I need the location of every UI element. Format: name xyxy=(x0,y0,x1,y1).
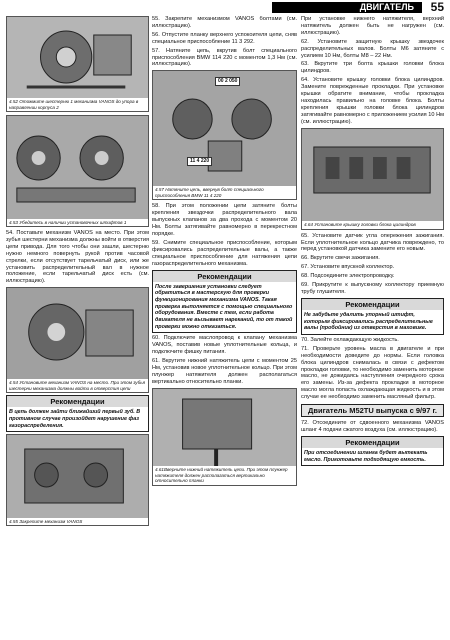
tool-label-top: 00 2 050 xyxy=(215,77,240,86)
paragraph-55: 55. Закрепите механизмом VANOS болтами (см. иллюстрацию). xyxy=(152,16,297,29)
paragraph-67: 67. Установите впускной коллектор. xyxy=(301,264,395,271)
paragraph-71: 71. Проверьте уровень масла в двигателе и при необходимости доведите до нормы. Если головка блока цилиндров снималась в связи с дефектом прокладки головки, то необходимо заменить моторное масло, не дожидаясь наступления очередного срока его замены. Из-за дефекта прокладки в моторное масло могла попасть охлаждающая жидкость и в этом случае ее необходимо заменить масляный фильтр. xyxy=(301,345,444,401)
column-right xyxy=(301,16,444,636)
figure-4-52 xyxy=(6,16,149,112)
paragraph-54: 54. Поставьте механизм VANOS на место. При этом зубья шестерни механизма должны войти в отверстия цепи привода. Для того чтобы они зашли, шестерню нужно немного повернуть рукой против часовой стрелки, если отсутствует тарельчатый диск, или же установить распределительный вал в нужное положение, если тарельчатый диск есть (см. иллюстрацию). xyxy=(6,230,149,285)
figure-4-53 xyxy=(6,115,149,227)
paragraph-72: 72. Отсоедините от сдвоенного механизма VANOS шланг 4 подачи сжатого воздуха (см. иллюстрацию). xyxy=(301,420,444,434)
figure-4-64 xyxy=(301,128,444,230)
recommendation-text: После завершения установки следует обратиться в мастерскую для проверки функционирования механизма VANOS. Такая проверка выполняется с помощью специального оборудования. Вместе с тем, если работа двигателя не вызывает нареканий, то от такой проверки можно отказаться. xyxy=(155,283,293,330)
recommendation-box xyxy=(6,395,149,432)
recommendation-box xyxy=(301,436,444,466)
paragraph-59: 59. Снимите специальное приспособление, которым фиксировались распределительные валы, а также специальное приспособление для натяжения цепи газораспределительного механизма. xyxy=(152,239,297,267)
recommendation-text: При отсоединении шланга будет вытекать масло. Приготовьте подходящую емкость. xyxy=(304,449,428,463)
engine-section-heading xyxy=(301,404,444,417)
paragraph-58: 58. При этом положении цепи затяните болты крепления звездочки распределительного вала выпускных клапанов за два прохода с моментом 20 Нм. Болты затягивайте равномерно в перекрестном порядке. xyxy=(152,203,297,237)
paragraph-64: 64. Установите крышку головки блока цилиндров. Замените поврежденные прокладки. При установке крышки обратите внимание, чтобы прокладка находилась правильно на головке блока. Болты крепления крышки головки блока цилиндров затягивайте равномерно с приложением усилия 10 Нм (см. иллюстрацию). xyxy=(301,77,444,125)
vanos-gear-illustration xyxy=(7,17,148,111)
tool-label-bottom: 11 4 220 xyxy=(187,157,212,166)
recommendation-title: Рекомендации xyxy=(302,299,443,310)
head-cover-illustration xyxy=(302,129,443,229)
recommendation-title: Рекомендации xyxy=(302,437,443,448)
section-title: ДВИГАТЕЛЬ xyxy=(359,2,414,12)
page-header xyxy=(0,0,450,16)
figure-4-61 xyxy=(152,388,297,486)
page-number: 55 xyxy=(430,0,444,14)
recommendation-title: Рекомендации xyxy=(153,271,296,282)
vanos-install-illustration xyxy=(7,288,148,392)
figure-caption: 4.53 Убедитесь в наличии установочных штифтов 1 xyxy=(7,219,148,227)
figure-caption: 4.55 Закрепите механизм VANOS xyxy=(7,518,148,526)
paragraph-57: 57. Натяните цепь, вкрутив болт специального приспособления BMW 114 220 с моментом 1,3 Нм (см. иллюстрацию). xyxy=(152,47,297,68)
column-middle xyxy=(152,16,297,636)
recommendation-text: В цепь должен зайти ближайший первый зуб. В противном случае произойдет нарушение фаз газораспределения. xyxy=(9,409,141,429)
paragraph-60: 60. Подключите маслопровод к клапану механизма VANOS, поставив новые уплотнительные кольца, и подключите фишку питания. xyxy=(152,335,297,356)
recommendation-box xyxy=(301,298,444,335)
paragraph-56: 56. Отпустите планку верхнего успокоителя цепи, сняв специальное приспособление 11 3 292. xyxy=(152,31,297,45)
figure-4-54 xyxy=(6,287,149,393)
chain-tension-tool-illustration xyxy=(153,71,296,199)
paragraph-61: 61. Вкрутите нижний натяжитель цепи с моментом 25 Нм, установив новое уплотнительное кольцо. При этом плунжер натяжителя должен располагаться вертикально относительно планки. xyxy=(152,358,297,385)
paragraph-63: 63. Вкрутите три болта крышки головки блока цилиндров. xyxy=(301,61,444,75)
vanos-bolts-illustration xyxy=(7,435,148,525)
paragraph-68: 68. Подсоедините электропроводку. xyxy=(301,273,395,280)
figure-4-57 xyxy=(152,70,297,200)
figure-caption: 4.64 Установите крышку головки блока цилиндров xyxy=(302,221,443,229)
paragraph-69: 69. Прикрутите к выпускному коллектору приемную трубу глушителя. xyxy=(301,282,444,295)
recommendation-title: Рекомендации xyxy=(7,396,148,407)
engine-head-illustration xyxy=(7,116,148,226)
column-left xyxy=(6,16,149,636)
recommendation-text: Не забудьте удалить упорный штифт, которым фиксировались распределительные валы (пробойник) из отверстия в маховике. xyxy=(304,311,433,332)
figure-4-55 xyxy=(6,434,149,526)
paragraph-65: 65. Установите датчик угла опережения зажигания. Если уплотнительное кольцо датчика повреждено, то перед установкой датчика замените его новым. xyxy=(301,232,444,253)
paragraph-top: При установке нижнего натяжителя, верхний натяжитель должен быть не нагружен (см. иллюстрацию). xyxy=(301,16,444,36)
figure-caption: 4.54 Установите механизм VANOS на место. При этом зубья шестерни механизма должны войти в отверстия цепи xyxy=(7,379,148,392)
paragraph-62: 62. Установите защитную крышку звездочек распределительных валов. Болты М6 затяните с усилием 10 Нм, болты М8 – 22 Нм. xyxy=(301,38,444,59)
engine-title: Двигатель M52TU выпуска с 9/97 г. xyxy=(308,406,437,416)
figure-caption: 4.52 Отожмите шестерню 1 механизма VANOS до упора в направлении корпуса 2 xyxy=(7,98,148,111)
figure-caption: 4.57 Натяните цепь, ввернув болт специального приспособления BMW 11 4 220 xyxy=(153,186,296,199)
recommendation-box xyxy=(152,270,297,334)
figure-caption: 4.61Вверните нижний натяжитель цепи. При этом плунжер натяжителя должен располагаться вертикально относительно планки xyxy=(153,466,296,485)
paragraph-70: 70. Залейте охлаждающую жидкость. xyxy=(301,336,399,343)
paragraph-66: 66. Вкрутите свечи зажигания. xyxy=(301,255,380,262)
